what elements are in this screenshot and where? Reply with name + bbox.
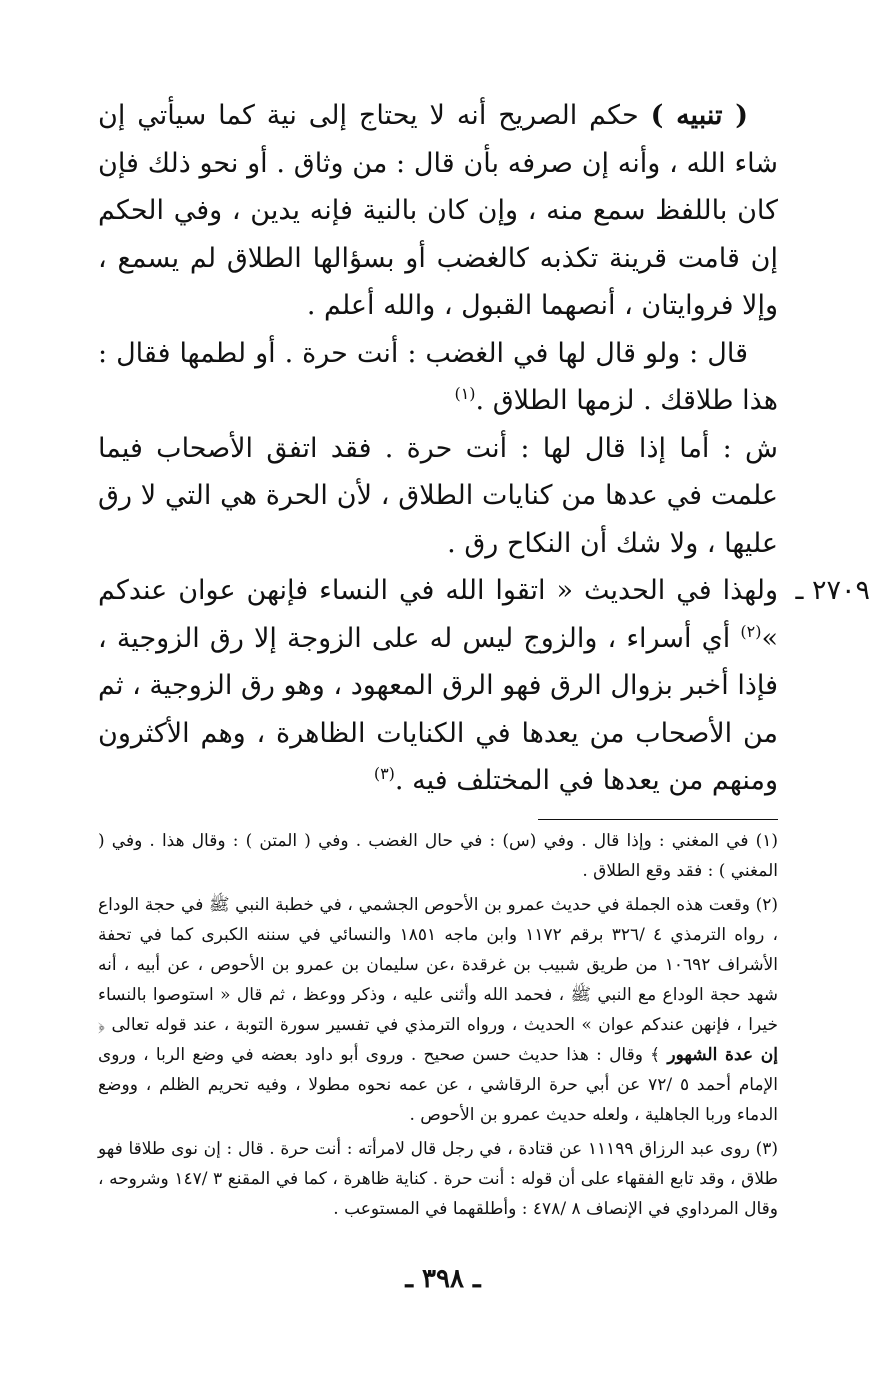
paragraph-tanbih — [98, 92, 778, 330]
sharh-text: ش : أما إذا قال لها : أنت حرة . فقد اتفق الأصحاب فيما علمت في عدها من كنايات الطلاق ، لأن الحرة هي التي لا رق عليها ، ولا شك أن النكاح رق . — [98, 432, 778, 559]
paragraph-2709 — [98, 567, 870, 805]
footnotes — [98, 826, 778, 1224]
matn-text: قال : ولو قال لها في الغضب : أنت حرة . أو لطمها فقال : هذا طلاقك . لزمها الطلاق . — [98, 337, 778, 416]
footnote-3: (٣) روى عبد الرزاق ١١١٩٩ عن قتادة ، في رجل قال لامرأته : أنت حرة . قال : إن نوى طلاقا فهو طلاق ، وقد تابع الفقهاء على أن قوله : أنت حرة . كناية ظاهرة ، كما في المقنع ٣ /١٤٧ وشروحه ، وقال المرداوي في الإنصاف ٨ /٤٧٨ : وأطلقهما في المستوعب . — [98, 1138, 779, 1219]
page-number: ـ ٣٩٨ ـ — [405, 1264, 481, 1294]
footnote-2-quran: إن عدة الشهور — [667, 1044, 778, 1065]
footnote-2-text-a: (٢) وقعت هذه الجملة في حديث عمرو بن الأحوص الجشمي ، في خطبة النبي ﷺ في حجة الوداع ، رواه الترمذي ٤ /٣٢٦ برقم ١١٧٢ وابن ماجه ١٨٥١ والنسائي في سننه الكبرى كما في تحفة الأشراف ١٠٦٩٢ من طريق شبيب بن غرقدة ،عن سليمان بن عمرو بن الأحوص ، عن أبيه ، أنه شهد حجة الوداع مع النبي ﷺ ، فحمد الله وأثنى عليه ، وذكر ووعظ ، ثم قال « استوصوا بالنساء خيرا ، فإنهن عندكم عوان » الحديث ، ورواه الترمذي في تفسير سورة التوبة ، عند قوله تعالى ﴿ — [98, 894, 779, 1035]
paragraph-number: ٢٧٠٩ ـ — [795, 575, 870, 606]
footnote-ref-1[interactable]: (١) — [454, 384, 476, 403]
paragraph-sharh — [98, 425, 778, 568]
paragraph-matn — [98, 330, 778, 425]
footnote-2-text-b: ﴾ وقال : هذا حديث حسن صحيح . وروى أبو داود بعضه في وضع الربا ، وروى الإمام أحمد ٥ /٧٢ عن أبي حرة الرقاشي ، عن عمه نحوه مطولا ، وفيه تحريم الظلم ، ووضع الدماء وربا الجاهلية ، ولعله حديث عمرو بن الأحوص . — [98, 1044, 778, 1125]
footnote-ref-3[interactable]: (٣) — [373, 764, 395, 783]
hadith-commentary: أي أسراء ، والزوج ليس له على الزوجة إلا رق الزوجية ، فإذا أخبر بزوال الرق فهو الرق المعهود ، وهو رق الزوجية ، ثم من الأصحاب من يعدها في الكنايات الظاهرة ، وهم الأكثرون ومنهم من يعدها في المختلف فيه . — [98, 622, 778, 796]
main-text — [98, 92, 870, 805]
page-body — [98, 92, 870, 1228]
footnote-2 — [98, 890, 778, 1130]
tanbih-label: ( تنبيه ) — [650, 100, 748, 131]
hadith-text: ولهذا في الحديث « اتقوا الله في النساء فإنهن عوان عندكم » — [98, 575, 778, 654]
footnote-1: (١) في المغني : وإذا قال . وفي (س) : في حال الغضب . وفي ( المتن ) : وقال هذا . وفي ( المغني ) : فقد وقع الطلاق . — [98, 830, 778, 881]
footnote-ref-2[interactable]: (٢) — [740, 621, 762, 641]
footnote-divider — [538, 819, 778, 820]
tanbih-text: حكم الصريح أنه لا يحتاج إلى نية كما سيأتي إن شاء الله ، وأنه إن صرفه بأن قال : من وثاق . أو نحو ذلك فإن كان باللفظ سمع منه ، وإن كان بالنية فإنه يدين ، وفي الحكم إن قامت قرينة تكذبه كالغضب أو بسؤالها الطلاق لم يسمع ، وإلا فروايتان ، أنصهما القبول ، والله أعلم . — [98, 100, 778, 321]
